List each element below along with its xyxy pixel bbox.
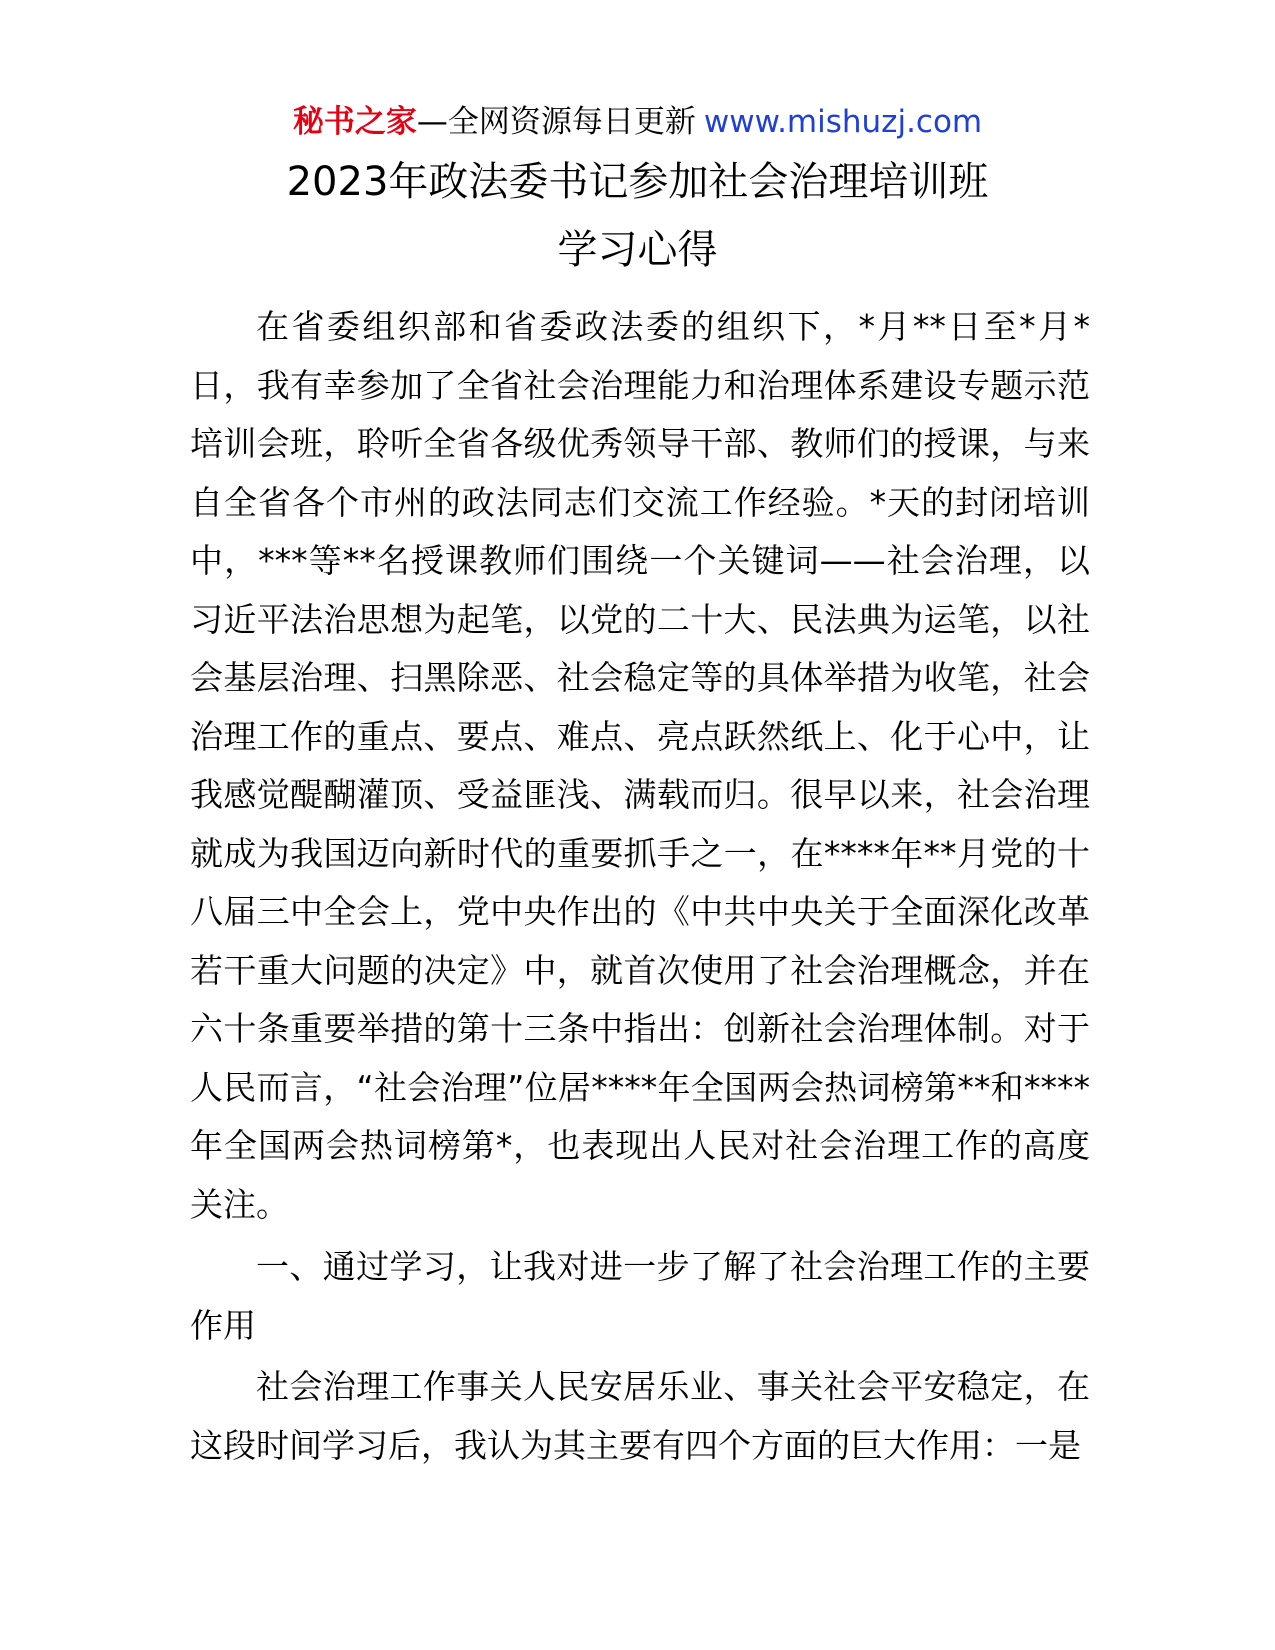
brand-name: 秘书之家 xyxy=(292,104,417,140)
section-heading-1: 一、通过学习，让我对进一步了解了社会治理工作的主要作用 xyxy=(190,1247,1090,1345)
document-title-line-2: 学习心得 xyxy=(557,227,718,273)
body-paragraph-intro: 在省委组织部和省委政法委的组织下，*月**日至*月*日，我有幸参加了全省社会治理能力和治理体系建设专题示范培训会班，聆听全省各级优秀领导干部、教师们的授课，与来自全省各个市州的政法同志们交流工作经验。*天的封闭培训中，***等**名授课教师们围绕一个关键词——社会治理，以习近平法治思想为起笔，以党的二十大、民法典为运笔，以社会基层治理、扫黑除恶、社会稳定等的具体举措为收笔，社会治理工作的重点、要点、难点、亮点跃然纸上、化于心中，让我感觉醍醐灌顶、受益匪浅、满载而归。很早以来，社会治理就成为我国迈向新时代的重要抓手之一，在****年**月党的十八届三中全会上，党中央作出的《中共中央关于全面深化改革若干重大问题的决定》中，就首次使用了社会治理概念，并在六十条重要举措的第十三条中指出：创新社会治理体制。对于人民而言，“社会治理”位居****年全国两会热词榜第**和****年全国两会热词榜第*，也表现出人民对社会治理工作的高度关注。 xyxy=(190,307,1090,1224)
header-slogan: —全网资源每日更新 xyxy=(416,104,696,140)
site-url-link[interactable]: www.mishuzj.com xyxy=(703,104,983,140)
document-title-line-1: 2023年政法委书记参加社会治理培训班 xyxy=(286,159,989,205)
site-header xyxy=(0,100,1275,144)
body-paragraph-section-1: 社会治理工作事关人民安居乐业、事关社会平安稳定，在这段时间学习后，我认为其主要有四个方面的巨大作用：一是 xyxy=(190,1367,1090,1465)
